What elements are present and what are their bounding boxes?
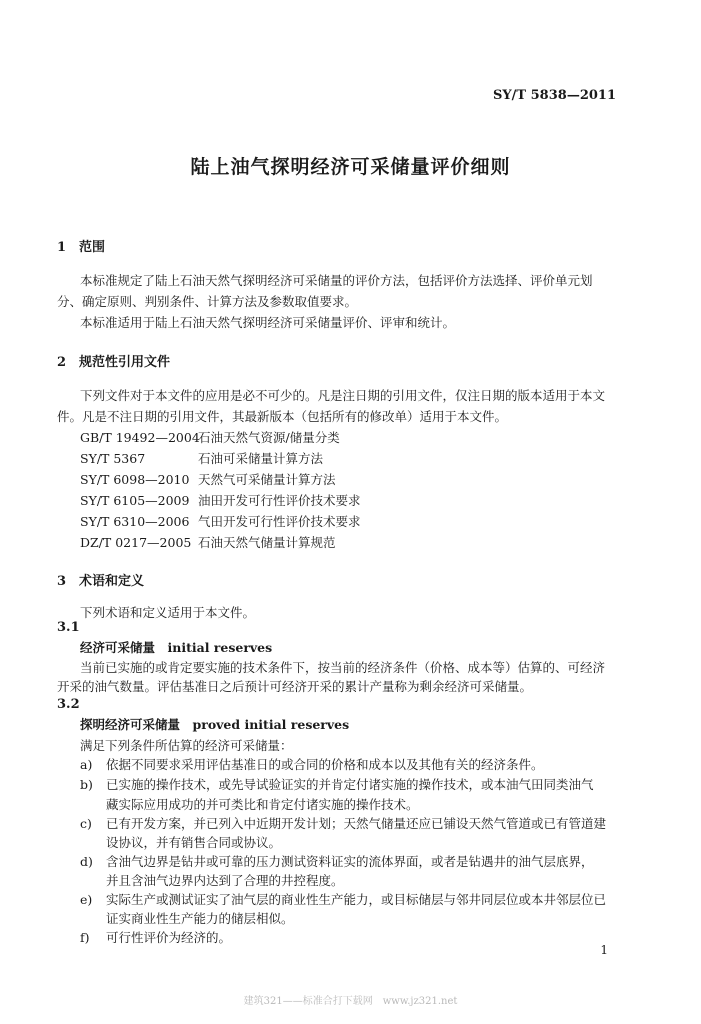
section-2-intro-line2: 件。凡是不注日期的引用文件，其最新版本（包括所有的修改单）适用于本文件。 bbox=[57, 409, 508, 424]
section-1-para1-line2: 分、确定原则、判别条件、计算方法及参数取值要求。 bbox=[57, 294, 358, 309]
list-item-label: e) bbox=[80, 892, 93, 907]
footer-watermark: 建筑321——标准合打下载网 www.jz321.net bbox=[243, 996, 458, 1007]
reference-title: 气田开发可行性评价技术要求 bbox=[198, 514, 361, 529]
term-3-2-intro: 满足下列条件所估算的经济可采储量： bbox=[80, 738, 293, 753]
reference-item bbox=[80, 512, 361, 530]
reference-code: GB/T 19492—2004 bbox=[80, 430, 200, 445]
reference-title: 油田开发可行性评价技术要求 bbox=[198, 493, 361, 508]
reference-item bbox=[80, 533, 336, 551]
reference-code: SY/T 5367 bbox=[80, 451, 146, 466]
term-3-1-number: 3.1 bbox=[57, 620, 80, 635]
reference-code: SY/T 6105—2009 bbox=[80, 493, 190, 508]
section-1-para1-line1: 本标准规定了陆上石油天然气探明经济可采储量的评价方法，包括评价方法选择、评价单元划 bbox=[80, 273, 593, 288]
list-item-text: 设协议，并有销售合同或协议。 bbox=[106, 835, 282, 850]
list-item-text: 藏实际应用成功的并可类比和肯定付诸实施的操作技术。 bbox=[106, 797, 419, 812]
list-item-text: 实际生产或测试证实了油气层的商业性生产能力，或目标储层与邻井同层位或本井邻层位已 bbox=[106, 892, 607, 907]
reference-item bbox=[80, 428, 340, 446]
term-3-1-title: 经济可采储量 initial reserves bbox=[80, 640, 273, 655]
list-item-text: 已有开发方案，并已列入中近期开发计划；天然气储量还应已铺设天然气管道或已有管道建 bbox=[106, 816, 607, 831]
reference-code: SY/T 6310—2006 bbox=[80, 514, 190, 529]
section-2-intro-line1: 下列文件对于本文件的应用是必不可少的。凡是注日期的引用文件，仅注日期的版本适用于本文 bbox=[80, 388, 606, 403]
document-title: 陆上油气探明经济可采储量评价细则 bbox=[190, 156, 511, 178]
list-item-label: c) bbox=[80, 816, 92, 831]
reference-title: 石油天然气资源/储量分类 bbox=[198, 430, 340, 445]
section-2-heading: 2 规范性引用文件 bbox=[57, 355, 171, 370]
list-item-label: b) bbox=[80, 777, 93, 792]
standard-code: SY/T 5838—2011 bbox=[493, 88, 616, 103]
list-item-text: 依据不同要求采用评估基准日的或合同的价格和成本以及其他有关的经济条件。 bbox=[106, 757, 544, 772]
section-3-heading: 3 术语和定义 bbox=[57, 574, 145, 589]
reference-code: DZ/T 0217—2005 bbox=[80, 535, 192, 550]
reference-title: 石油可采储量计算方法 bbox=[198, 451, 324, 466]
list-item-text: 含油气边界是钻井或可靠的压力测试资料证实的流体界面，或者是钻遇井的油气层底界， bbox=[106, 854, 594, 869]
list-item-text: 并且含油气边界内达到了合理的井控程度。 bbox=[106, 873, 344, 888]
list-item-text: 已实施的操作技术，或先导试验证实的并肯定付诸实施的操作技术，或本油气田同类油气 bbox=[106, 777, 594, 792]
reference-item bbox=[80, 470, 336, 488]
list-item-text: 证实商业性生产能力的储层相似。 bbox=[106, 911, 294, 926]
list-item-label: d) bbox=[80, 854, 93, 869]
reference-code: SY/T 6098—2010 bbox=[80, 472, 190, 487]
term-3-1-definition-line1: 当前已实施的或肯定要实施的技术条件下，按当前的经济条件（价格、成本等）估算的、可经济 bbox=[80, 660, 606, 675]
section-3-intro: 下列术语和定义适用于本文件。 bbox=[80, 605, 256, 620]
page-number: 1 bbox=[600, 943, 608, 957]
list-item-label: a) bbox=[80, 757, 93, 772]
section-1-heading: 1 范围 bbox=[57, 240, 106, 255]
reference-title: 天然气可采储量计算方法 bbox=[198, 472, 336, 487]
term-3-2-number: 3.2 bbox=[57, 697, 80, 712]
reference-item bbox=[80, 449, 323, 467]
term-3-1-definition-line2: 开采的油气数量。评估基准日之后预计可经济开采的累计产量称为剩余经济可采储量。 bbox=[57, 679, 533, 694]
list-item-label: f) bbox=[80, 930, 90, 945]
section-1-para2: 本标准适用于陆上石油天然气探明经济可采储量评价、评审和统计。 bbox=[80, 315, 456, 330]
term-3-2-title: 探明经济可采储量 proved initial reserves bbox=[80, 717, 350, 732]
reference-title: 石油天然气储量计算规范 bbox=[198, 535, 336, 550]
list-item-text: 可行性评价为经济的。 bbox=[106, 930, 232, 945]
reference-item bbox=[80, 491, 361, 509]
